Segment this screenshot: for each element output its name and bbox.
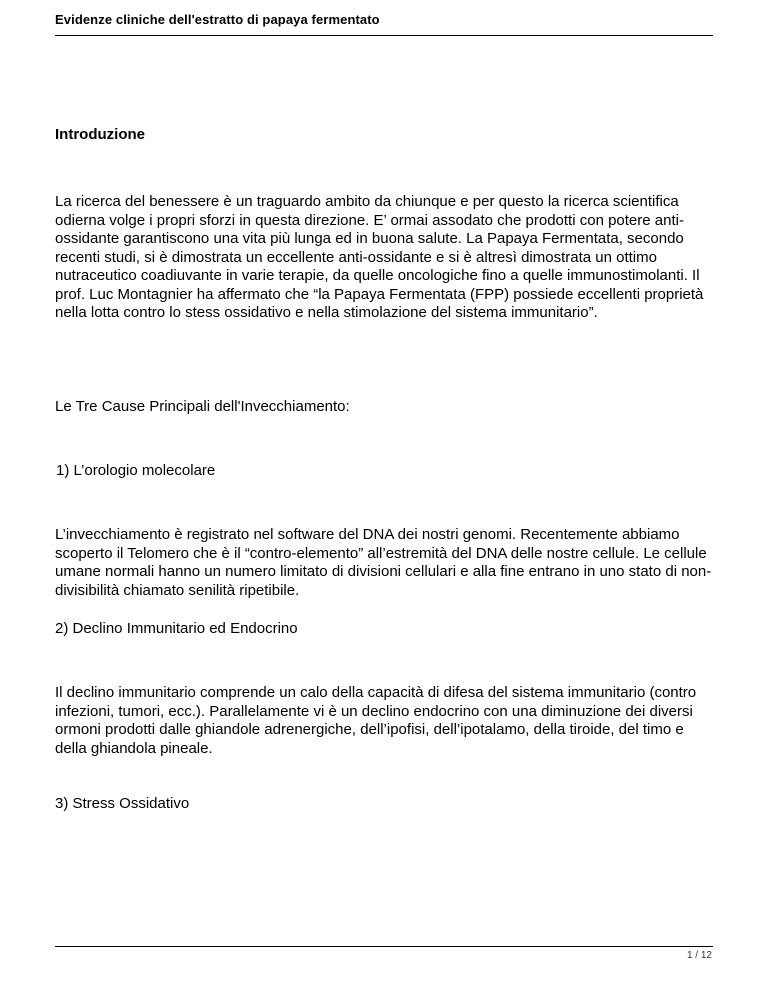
paragraph-declino-immunitario: Il declino immunitario comprende un calo della capacità di difesa del sistema immunitario (contro infezioni, tumori, ecc.). Parallelamente vi è un declino endocrino con una diminuzione dei diversi ormoni prodotti dalle ghiandole adrenergiche, dell’ipofisi, dell’ipotalamo, della tiroide, del timo e della ghiandola pineale. (55, 684, 697, 757)
paragraph-orologio-molecolare: L’invecchiamento è registrato nel software del DNA dei nostri genomi. Recentemente abbiamo scoperto il Telomero che è il “contro-elemento” all’estremità del DNA delle nostre cellule. Le cellule umane normali hanno un numero limitato di divisioni cellulari e alla fine entrano in uno stato di non-divisibilità chiamato senilità ripetibile. (55, 526, 712, 599)
subheading-orologio-molecolare: 1) L’orologio molecolare (56, 462, 216, 479)
header-divider (55, 35, 713, 36)
subheading-stress-ossidativo: 3) Stress Ossidativo (55, 795, 190, 812)
subheading-declino-immunitario: 2) Declino Immunitario ed Endocrino (55, 620, 298, 637)
paragraph-introduzione: La ricerca del benessere è un traguardo ambito da chiunque e per questo la ricerca scientifica odierna volge i propri sforzi in questa direzione. E’ ormai assodato che prodotti con potere anti-ossidante garantiscono una vita più lunga ed in buona salute. La Papaya Fermentata, secondo recenti studi, si è dimostrata un eccellente anti-ossidante e si è altresì dimostrata un ottimo nutraceutico coadiuvante in varie terapie, da quelle oncologiche fino a quelle immunostimolanti. Il prof. Luc Montagnier ha affermato che “la Papaya Fermentata (FPP) possiede eccellenti proprietà nella lotta contro lo stess ossidativo e nella stimolazione del sistema immunitario”. (55, 193, 704, 321)
page-number: 1 / 12 (686, 950, 712, 961)
section-heading-introduzione: Introduzione (55, 126, 145, 143)
paragraph-cause-heading: Le Tre Cause Principali dell'Invecchiamento: (55, 398, 350, 415)
document-header-title: Evidenze cliniche dell'estratto di papaya fermentato (55, 12, 380, 27)
footer-divider (55, 946, 713, 947)
